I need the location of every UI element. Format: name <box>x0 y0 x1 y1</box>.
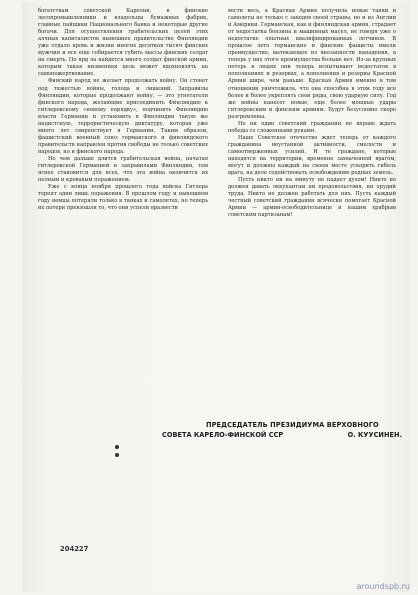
leaflet-page <box>22 2 410 592</box>
paragraph: Наше Советское отечество ждет теперь от каждого гражданина неустанной активности, смелости и самоотверженных усилий. И те граждане, которые находятся на территории, временно захваченной врагом, могут и должны каждый на своем месте ускорить гибель врага, на деле содействовать освобождению родных земель. <box>228 134 396 177</box>
site-watermark: aroundspb.ru <box>356 582 410 591</box>
dot-divider-ornament <box>113 445 121 457</box>
signature-name: О. КУУСИНЕН. <box>347 431 402 439</box>
paragraph: Финский народ не желает продолжать войну. Он стонет под тяжестью войны, голода и лишений. Заправилы Финляндии, которые продолжают войну, — это угнетатели финского народа, желающие присоединить Финляндию к гитлеровскому «новому порядку», подчинить Финляндию власти Германии и установить в Финляндии такую же нацистскую, террористическую диктатуру, которая уже много лет свирепствует в Германии. Таким образом, фашистский военный союз германского и финляндского правительств направлен против свободы не только советских народов, но и финского народа. <box>38 78 208 155</box>
signature-block <box>162 420 412 440</box>
left-text-column <box>38 8 208 212</box>
paragraph: Но ни один советский гражданин не вправе ждать победы со сложенными руками. <box>228 120 396 134</box>
print-code: 204227 <box>60 545 89 553</box>
right-text-column <box>228 8 396 219</box>
signature-organization: СОВЕТА КАРЕЛО-ФИНСКОЙ ССР <box>162 431 284 439</box>
paragraph: богатствам советской Карелии, в финские лесопромышленники и владельцы бумажных фабрик, главные пайщики Национального банка и некоторые другие богачи. Для осуществления грабительских целей этих алчных капиталистов нынешнее правительство Финляндии уже отдало кровь и жизни многих десятков тысяч финских мужчин и все еще собирается губить массы финских солдат на смерть. По ярд ла найдется много солдат финской армии, которым такая низменная цель может вдохновлять на самопожертвование. <box>38 8 208 78</box>
paragraph: Но чем дальше длится грабительская война, начатая гитлеровской Германией и заправилами Финляндии, тем яснее становится для всех, что эта война окончится их полным и кровавым поражением. <box>38 155 208 184</box>
paragraph: Пусть никто ни на минуту не падает духом! Никто не должен давать оккупантам ни продовольствия, ни орудий труда. Никто не должен работать для них. Пусть каждый честный советский гражданин всячески помогает Красной Армии — армии-освободительнице и нашим храбрым советским партизанам! <box>228 177 396 219</box>
paragraph: вести весь, а Красная Армия получила новые танки и самолеты не только с заводов своей страны, но и из Англии и Америки. Германская, как и финляндская армия, страдает от недостатка бензина и машинных масел, не говоря уже о недостатке опытных квалифицированных летчиков. В прошлое лето германские и финские фашисты имели преимущество, вытекающее из внезапности нападения, а теперь у них этого преимущества больше нет. Из-за крупных потерь в людях они теперь испытывают недостаток в пополнениях и резервах, а пополнения и резервы Красной Армии шире, чем раньше. Красная Армия именно в том отношении уничтожила, что она способна в этом году все более и более укреплять свои ряды, свою ударную силу. Год же войны нанесет новые, еще более мощные удары гитлеровским и финским армиям. Будут безусловно скоро разгромлены. <box>228 8 396 120</box>
paragraph: Уже с конца ноября прошлого года войска Гитлера терпят одни лишь поражения. В прошлом году и нынешнем году немцы потеряли только в танках и самолетах, но теперь их потери превзошли то, что они успели вразвести <box>38 184 208 212</box>
signature-title: ПРЕДСЕДАТЕЛЬ ПРЕЗИДИУМА ВЕРХОВНОГО <box>206 421 379 429</box>
